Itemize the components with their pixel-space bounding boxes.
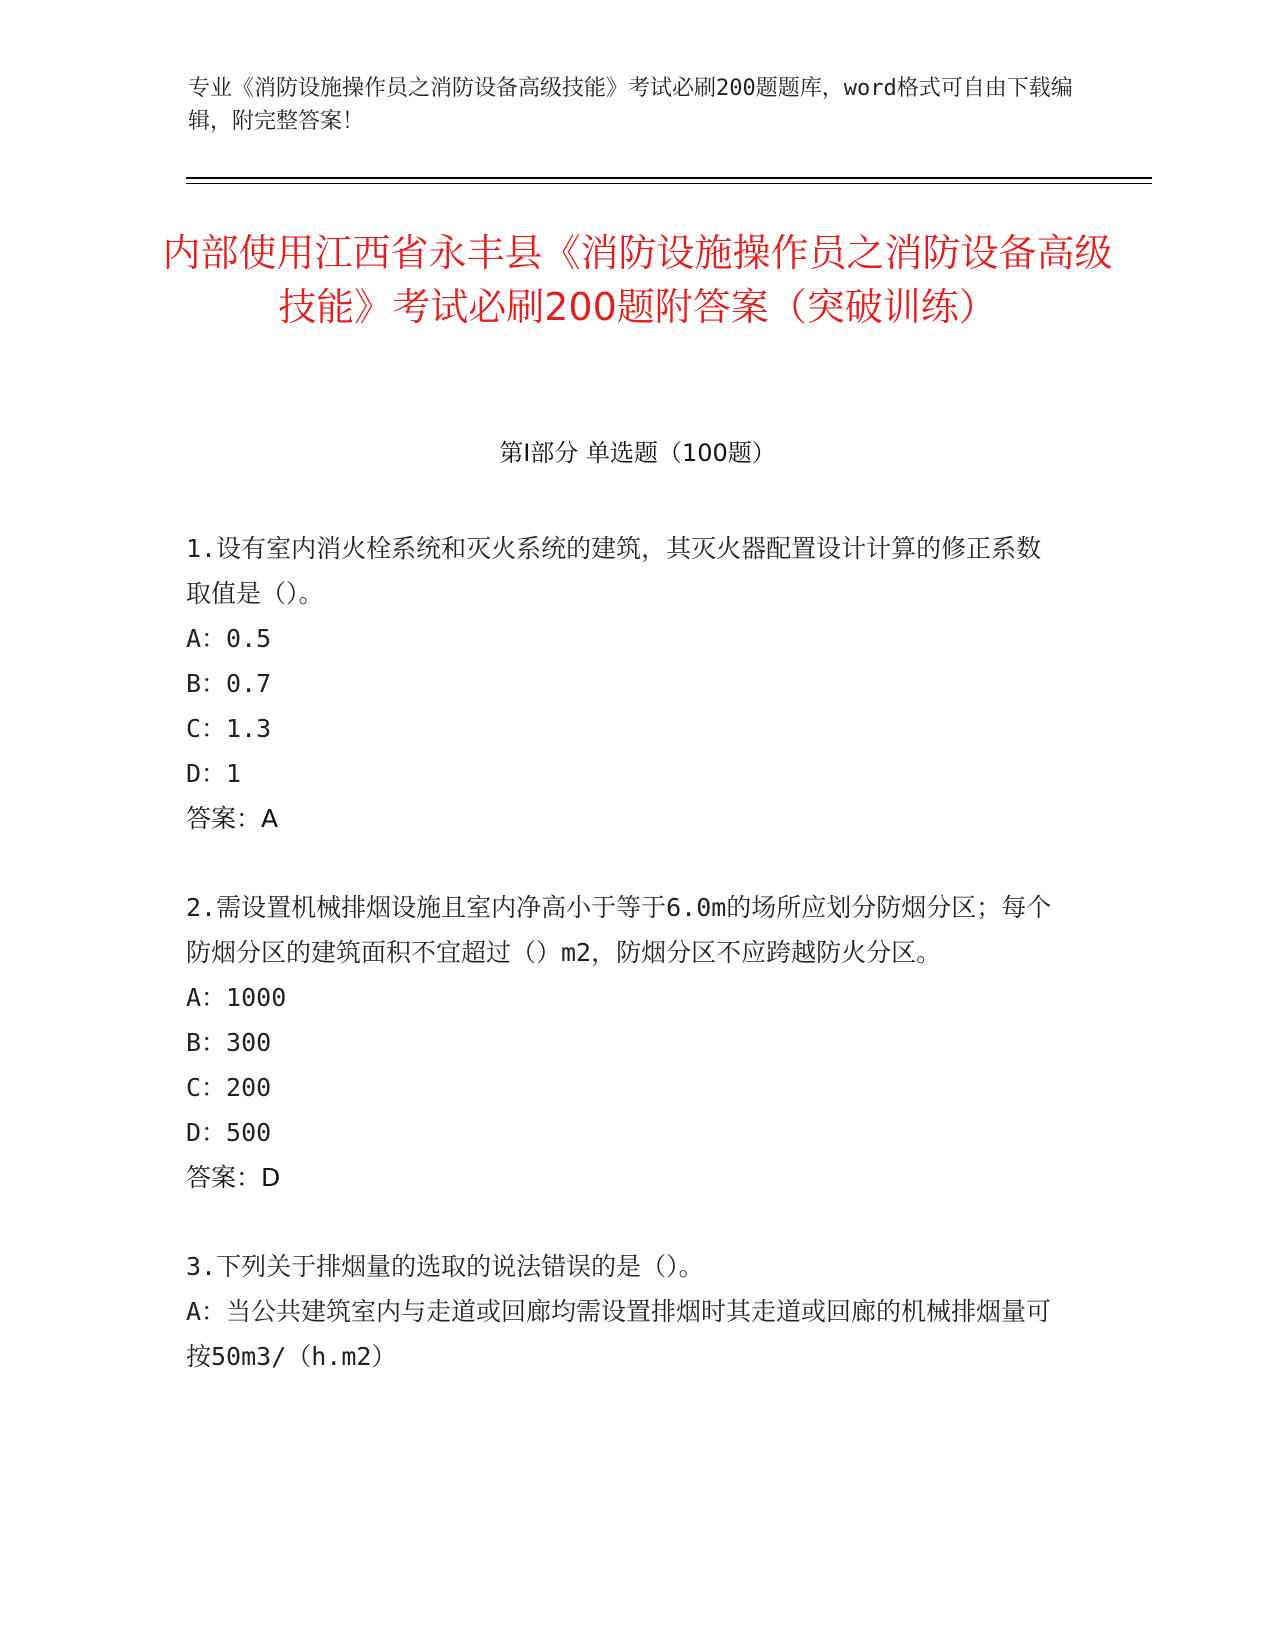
option-d: D：1 xyxy=(186,759,242,788)
option-a: A：0.5 xyxy=(186,624,272,653)
document-title: 内部使用江西省永丰县《消防设施操作员之消防设备高级技能》考试必刷200题附答案（突破训练） xyxy=(162,231,1113,329)
option-a: A：1000 xyxy=(186,983,287,1012)
option-b: B：0.7 xyxy=(186,669,272,698)
question-3 xyxy=(186,1244,1066,1379)
header-rule-thick xyxy=(186,177,1152,179)
option-a: A：当公共建筑室内与走道或回廊均需设置排烟时其走道或回廊的机械排烟量可按50m3/（h.m2） xyxy=(186,1297,1052,1371)
question-text: 2.需设置机械排烟设施且室内净高小于等于6.0m的场所应划分防烟分区；每个防烟分区的建筑面积不宜超过（）m2，防烟分区不应跨越防火分区。 xyxy=(186,893,1052,967)
option-c: C：200 xyxy=(186,1073,272,1102)
question-1 xyxy=(186,526,1066,841)
header-note: 专业《消防设施操作员之消防设备高级技能》考试必刷200题题库，word格式可自由下载编辑，附完整答案！ xyxy=(188,76,1073,134)
header-rule-thin xyxy=(186,183,1152,184)
option-b: B：300 xyxy=(186,1028,272,1057)
question-text: 3.下列关于排烟量的选取的说法错误的是（）。 xyxy=(186,1252,704,1281)
section-title: 第Ⅰ部分 单选题（100题） xyxy=(499,439,776,467)
question-text: 1.设有室内消火栓系统和灭火系统的建筑，其灭火器配置设计计算的修正系数取值是（）。 xyxy=(186,534,1042,608)
answer-line: 答案：D xyxy=(186,1163,281,1192)
answer-line: 答案：A xyxy=(186,804,279,833)
question-2 xyxy=(186,885,1066,1200)
option-c: C：1.3 xyxy=(186,714,272,743)
question-list xyxy=(186,526,1066,1423)
option-d: D：500 xyxy=(186,1118,272,1147)
